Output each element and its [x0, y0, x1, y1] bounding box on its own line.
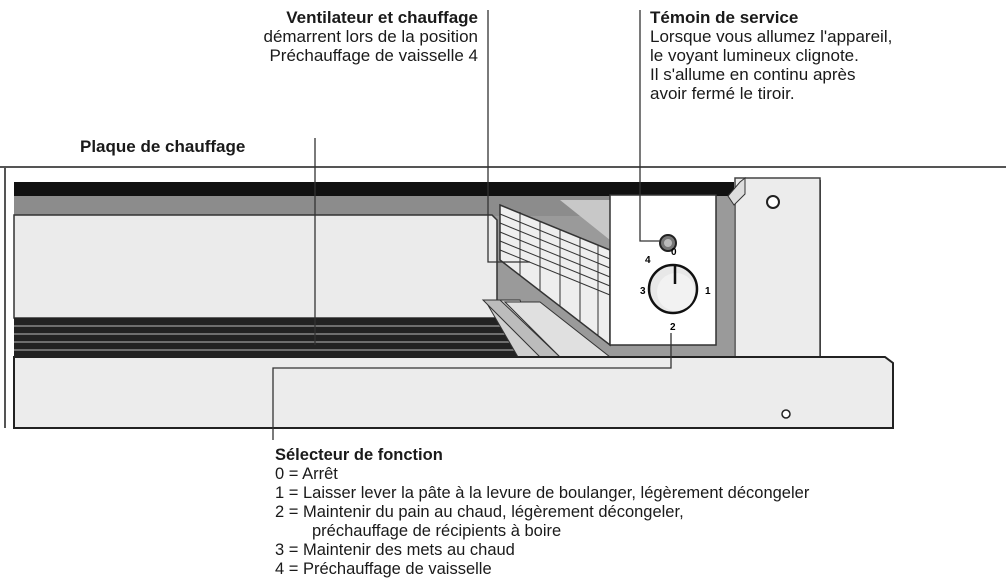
callout-text: 3 = Maintenir des mets au chaud	[275, 541, 515, 559]
dial-mark-1: 1	[705, 286, 711, 297]
screw-icon	[782, 410, 790, 418]
callout-text: démarrent lors de la position	[263, 27, 478, 46]
drawer-top-bar	[14, 182, 734, 196]
fan-heating-callout	[263, 8, 478, 65]
callout-text: 0 = Arrêt	[275, 465, 338, 483]
callout-text: avoir fermé le tiroir.	[650, 84, 795, 103]
service-indicator-callout	[650, 8, 892, 103]
callout-text: le voyant lumineux clignote.	[650, 46, 859, 65]
drawer-panel	[14, 215, 497, 318]
callout-title: Plaque de chauffage	[80, 137, 246, 156]
function-selector-knob[interactable]	[649, 265, 697, 313]
callout-text: Lorsque vous allumez l'appareil,	[650, 27, 893, 46]
screw-icon	[767, 196, 779, 208]
callout-title: Sélecteur de fonction	[275, 446, 443, 464]
callout-text: 4 = Préchauffage de vaisselle	[275, 560, 492, 578]
callout-title: Témoin de service	[650, 8, 799, 27]
callout-title: Ventilateur et chauffage	[286, 8, 478, 27]
dial-mark-2: 2	[670, 322, 676, 333]
function-selector-callout	[275, 446, 809, 579]
dial-mark-0: 0	[671, 247, 677, 258]
callout-text: Il s'allume en continu après	[650, 65, 856, 84]
heating-plate	[14, 318, 519, 358]
callout-text: 2 = Maintenir du pain au chaud, légèrement décongeler,	[275, 503, 684, 521]
dial-mark-4: 4	[645, 255, 651, 266]
dial-mark-3: 3	[640, 286, 646, 297]
callout-text: Préchauffage de vaisselle 4	[269, 46, 478, 65]
callout-text: préchauffage de récipients à boire	[312, 522, 562, 540]
heating-plate-callout	[80, 137, 245, 156]
callout-text: 1 = Laisser lever la pâte à la levure de boulanger, légèrement décongeler	[275, 484, 810, 502]
